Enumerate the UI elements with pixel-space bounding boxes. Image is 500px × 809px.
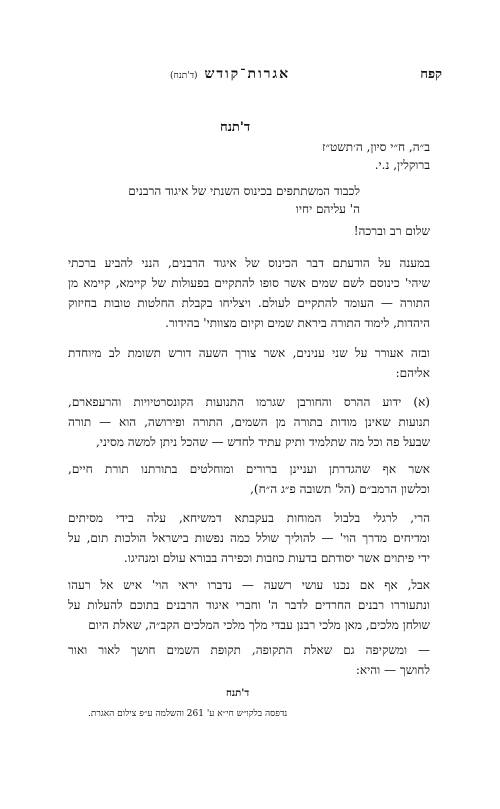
paragraph-line: תנועות שאינן מודות בתורה מן השמים, התורה ופירושה, הוא — תורה: [68, 415, 430, 429]
paragraph-line: אשר אף שהגדרתן ועניינן ברורים ומוחלטים בתורתנו תורת חיים,: [68, 462, 430, 476]
paragraph: [68, 575, 430, 635]
paragraph-line: ידי פיתוים אשר יסודתם בדעות כוזבות וכפירה בבורא עולם ומנהיגו.: [123, 551, 430, 565]
address-line: ה' עליהם יחיו: [295, 202, 360, 216]
paragraph-line: וכלשון הרמב״ם (הל' תשובה פ״ג ה״ח),: [250, 482, 430, 496]
address-line: לכבוד המשתתפים בכינוס השנתי של איגוד הרבנים: [128, 184, 360, 198]
paragraph-line: אבל, אף אם נכנו עושי רשעה — נדברו יראי הוי' איש אל רעהו: [68, 578, 430, 592]
paragraph-line: הרי, לרגלי בלבול המוחות בעקבתא דמשיחא, עלה בידי מסיתים: [68, 511, 430, 525]
paragraph-line: ונתעוררו רבנים החרדים לדבר ה' וחברי איגוד הרבנים בתוכם להעלות על: [68, 598, 430, 612]
paragraph-line: היהדות, לימוד התורה ביראת שמים וקיום מצוותי' בהידור.: [165, 316, 430, 330]
running-header: [170, 66, 290, 83]
paragraph: [68, 253, 430, 333]
paragraph-line: — ומשקיפה גם שאלת התקופה, תקופת השמים חושך לאור ואור: [68, 643, 430, 657]
footnote-marker: ד'תנח: [226, 688, 250, 699]
paragraph-line: אליהם:: [395, 366, 430, 380]
paragraph-line: שולחן מלכים, מאן מלכי רבנן עבדי מלך מלכי המלכים הקב״ה, שאלת היום: [88, 618, 430, 632]
paragraph-line: שיהי' כינוסם לשם שמים אשר סופו להתקיים בפעולות של קיימא, קיימא מן: [68, 276, 430, 290]
footnote: נדפסה בלקו״ש חי״א ע' 261 והשלמה ע״פ צילום האגרת.: [88, 709, 288, 719]
paragraph-line: ובזה אעורר על שני ענינים, אשר צורך השעה דורש תשומת לב מיוחדת: [68, 346, 430, 360]
date-line: ב״ה, ח״י סיון, ה׳תשט״ז: [322, 140, 430, 154]
paragraph-line: ומדיחים מדרך הוי' — להוליך שולל כמה נפשות בישראל הולכות תום, על: [68, 531, 430, 545]
paragraph: [68, 508, 430, 568]
paragraph: [68, 392, 430, 452]
paragraph: [68, 640, 430, 680]
paragraph-line: במענה על הודעתם דבר הכינוס של איגוד הרבנים, הנני להביע ברכתי: [68, 256, 430, 270]
paragraph-line: שבעל פה וכל מה שתלמיד ותיק עתיד לחדש — שהכל ניתן למשה מסיני,: [95, 435, 430, 449]
book-volume: (ד'תנח): [170, 71, 198, 81]
paragraph-line: התורה — העומד להתקיים לעולם. ויצליחו בקבלת החלטות טובות בחיזוק: [68, 296, 430, 310]
page-number: קפח: [420, 67, 442, 82]
greeting: שלום רב וברכה!: [353, 224, 430, 238]
place-line: ברוקלין, נ.י.: [374, 158, 430, 172]
paragraph: [68, 343, 430, 383]
paragraph-line: לחושך — והיא:: [355, 663, 430, 677]
paragraph-line: (א) ידוע ההרס והחורבן שגרמו התנועות הקונסרטיויות והרעפארם,: [68, 395, 430, 409]
book-title: אגרות־קודש: [204, 66, 291, 82]
paragraph: [68, 459, 430, 499]
letter-number: ד'תנח: [220, 120, 251, 135]
